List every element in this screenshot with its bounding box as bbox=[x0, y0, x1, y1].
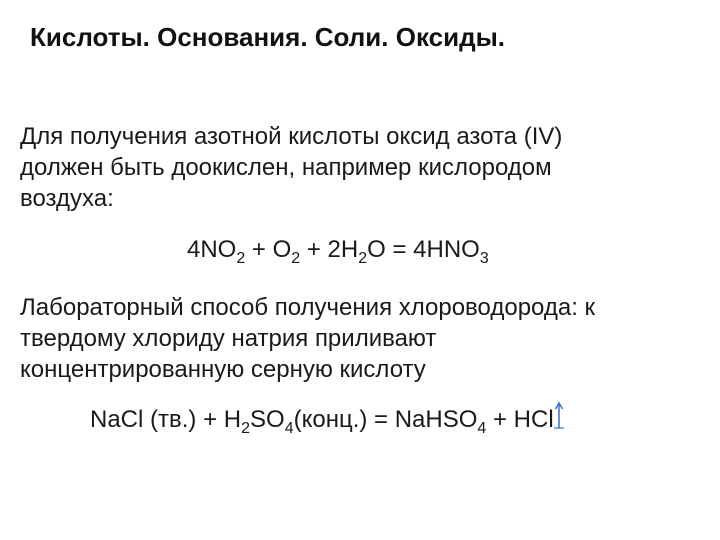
eq-text: 4NO bbox=[187, 236, 237, 263]
eq-text: + 2H bbox=[300, 236, 359, 263]
paragraph-hydrogen-chloride bbox=[20, 292, 710, 385]
eq-text: + O bbox=[245, 236, 292, 263]
slide-title: Кислоты. Основания. Соли. Оксиды. bbox=[30, 22, 506, 52]
eq-subscript: 4 bbox=[284, 420, 294, 437]
eq-text: O = 4HNO bbox=[367, 236, 480, 263]
eq-text: (конц.) = NaHSO bbox=[293, 406, 478, 433]
paragraph-line: Лабораторный способ получения хлороводорода: к bbox=[20, 294, 596, 321]
paragraph-line: должен быть доокислен, например кислородом bbox=[20, 154, 552, 181]
eq-text: + HCl bbox=[486, 406, 554, 433]
eq-subscript: 2 bbox=[241, 420, 250, 437]
paragraph-line: концентрированную серную кислоту bbox=[20, 356, 426, 383]
eq-subscript: 4 bbox=[477, 420, 487, 437]
eq-text: NaCl (тв.) + H bbox=[90, 406, 242, 433]
eq-subscript: 3 bbox=[479, 250, 489, 267]
gas-release-arrow-icon bbox=[554, 407, 564, 431]
paragraph-line: воздуха: bbox=[20, 185, 114, 212]
eq-subscript: 2 bbox=[236, 250, 246, 267]
equation-hydrogen-chloride bbox=[90, 406, 564, 437]
eq-subscript: 2 bbox=[291, 250, 301, 267]
paragraph-line: Для получения азотной кислоты оксид азота (IV) bbox=[20, 123, 563, 150]
paragraph-nitric-acid bbox=[20, 121, 710, 214]
eq-text: SO bbox=[250, 406, 285, 433]
paragraph-line: твердому хлориду натрия приливают bbox=[20, 325, 437, 352]
eq-subscript: 2 bbox=[358, 250, 368, 267]
equation-nitric-acid bbox=[187, 236, 489, 267]
